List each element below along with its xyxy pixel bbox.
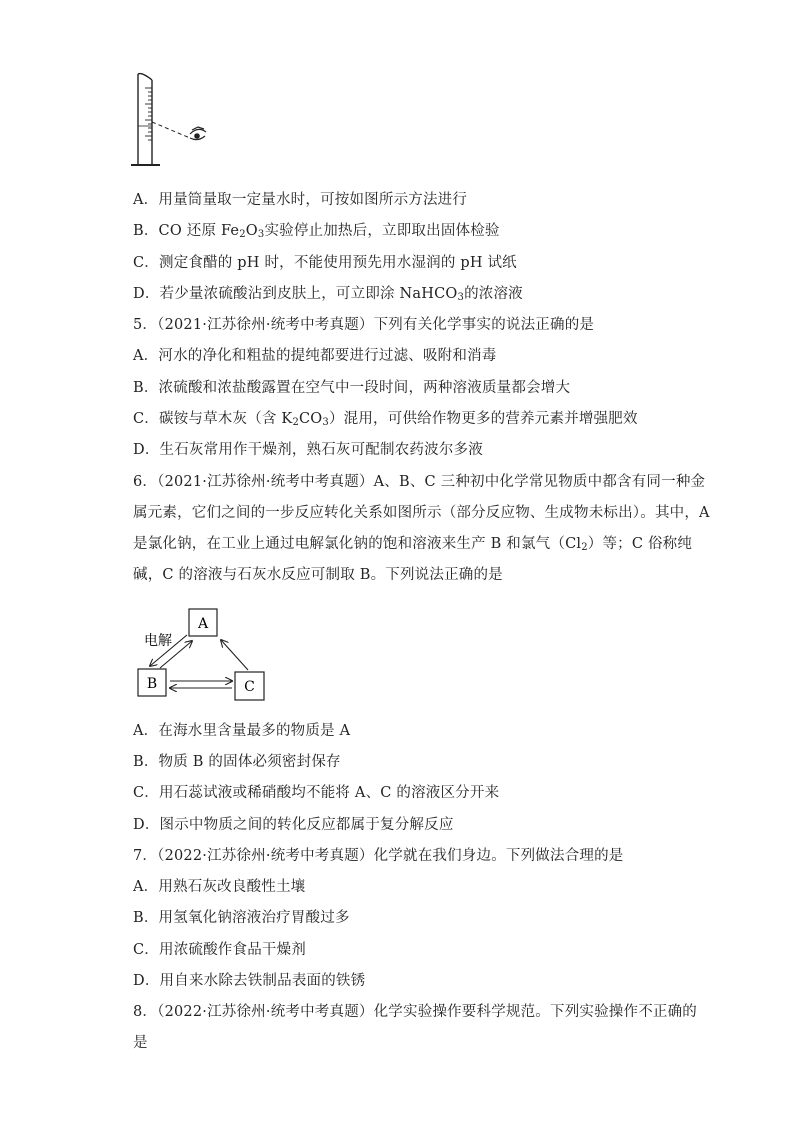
q6-stem-line4: 碱，C 的溶液与石灰水反应可制取 B。下列说法正确的是 <box>133 567 503 583</box>
q6-option-c: C．用石蕊试液或稀硝酸均不能将 A、C 的溶液区分开来 <box>133 785 500 801</box>
q4-option-d: D．若少量浓硫酸沾到皮肤上，可立即涂 NaHCO$_3$的浓溶液 <box>133 286 523 303</box>
q5-stem: 5．（2021·江苏徐州·统考中考真题）下列有关化学事实的说法正确的是 <box>133 317 595 333</box>
cylinder-icon <box>131 74 160 165</box>
eye-icon <box>190 127 206 140</box>
q4-option-b: B．CO 还原 $Fe_2O_3$实验停止加热后，立即取出固体检验 <box>133 223 500 240</box>
arrow-c-to-a <box>221 640 248 670</box>
conversion-diagram <box>130 600 280 705</box>
electrolysis-label: 电解 <box>144 633 172 649</box>
q6-option-d: D．图示中物质之间的转化反应都属于复分解反应 <box>133 817 454 833</box>
q5-option-a: A．河水的净化和粗盐的提纯都要进行过滤、吸附和消毒 <box>133 348 497 364</box>
q4-option-a: A．用量筒量取一定量水时，可按如图所示方法进行 <box>133 192 468 208</box>
q7-option-d: D．用自来水除去铁制品表面的铁锈 <box>133 973 366 989</box>
q5-option-d: D．生石灰常用作干燥剂，熟石灰可配制农药波尔多液 <box>133 442 483 458</box>
graduated-cylinder-diagram <box>128 70 218 170</box>
q6-option-b: B．物质 B 的固体必须密封保存 <box>133 754 341 770</box>
q7-option-b: B．用氢氧化钠溶液治疗胃酸过多 <box>133 910 350 926</box>
svg-text:C: C <box>244 679 255 695</box>
q5-option-c: C．碳铵与草木灰（含 $K_2CO_3$）混用，可供给作物更多的营养元素并增强肥效 <box>133 411 638 428</box>
q6-stem-line2: 属元素，它们之间的一步反应转化关系如图所示（部分反应物、生成物未标出）。其中，A <box>133 505 710 521</box>
q7-option-c: C．用浓硫酸作食品干燥剂 <box>133 942 306 958</box>
q6-stem-line3: 是氯化钠，在工业上通过电解氯化钠的饱和溶液来生产 B 和氯气$(Cl_2)$等；C 俗称纯 <box>133 536 693 553</box>
svg-text:A: A <box>197 616 209 632</box>
sight-line <box>152 122 190 138</box>
q5-option-b: B．浓硫酸和浓盐酸露置在空气中一段时间，两种溶液质量都会增大 <box>133 380 571 396</box>
q6-option-a: A．在海水里含量最多的物质是 A <box>133 723 351 739</box>
q8-stem-line2: 是 <box>133 1035 148 1051</box>
q4-option-c: C．测定食醋的 pH 时，不能使用预先用水湿润的 pH 试纸 <box>133 255 517 271</box>
node-a-box <box>189 609 217 636</box>
q7-stem: 7．（2022·江苏徐州·统考中考真题）化学就在我们身边。下列做法合理的是 <box>133 848 624 864</box>
svg-text:B: B <box>146 676 158 692</box>
q8-stem-line1: 8．（2022·江苏徐州·统考中考真题）化学实验操作要科学规范。下列实验操作不正确的 <box>133 1004 697 1020</box>
node-c-box <box>235 672 264 700</box>
q6-stem-line1: 6．（2021·江苏徐州·统考中考真题）A、B、C 三种初中化学常见物质中都含有同一种金 <box>133 474 706 490</box>
q7-option-a: A．用熟石灰改良酸性土壤 <box>133 879 306 895</box>
node-b-box <box>138 669 166 696</box>
